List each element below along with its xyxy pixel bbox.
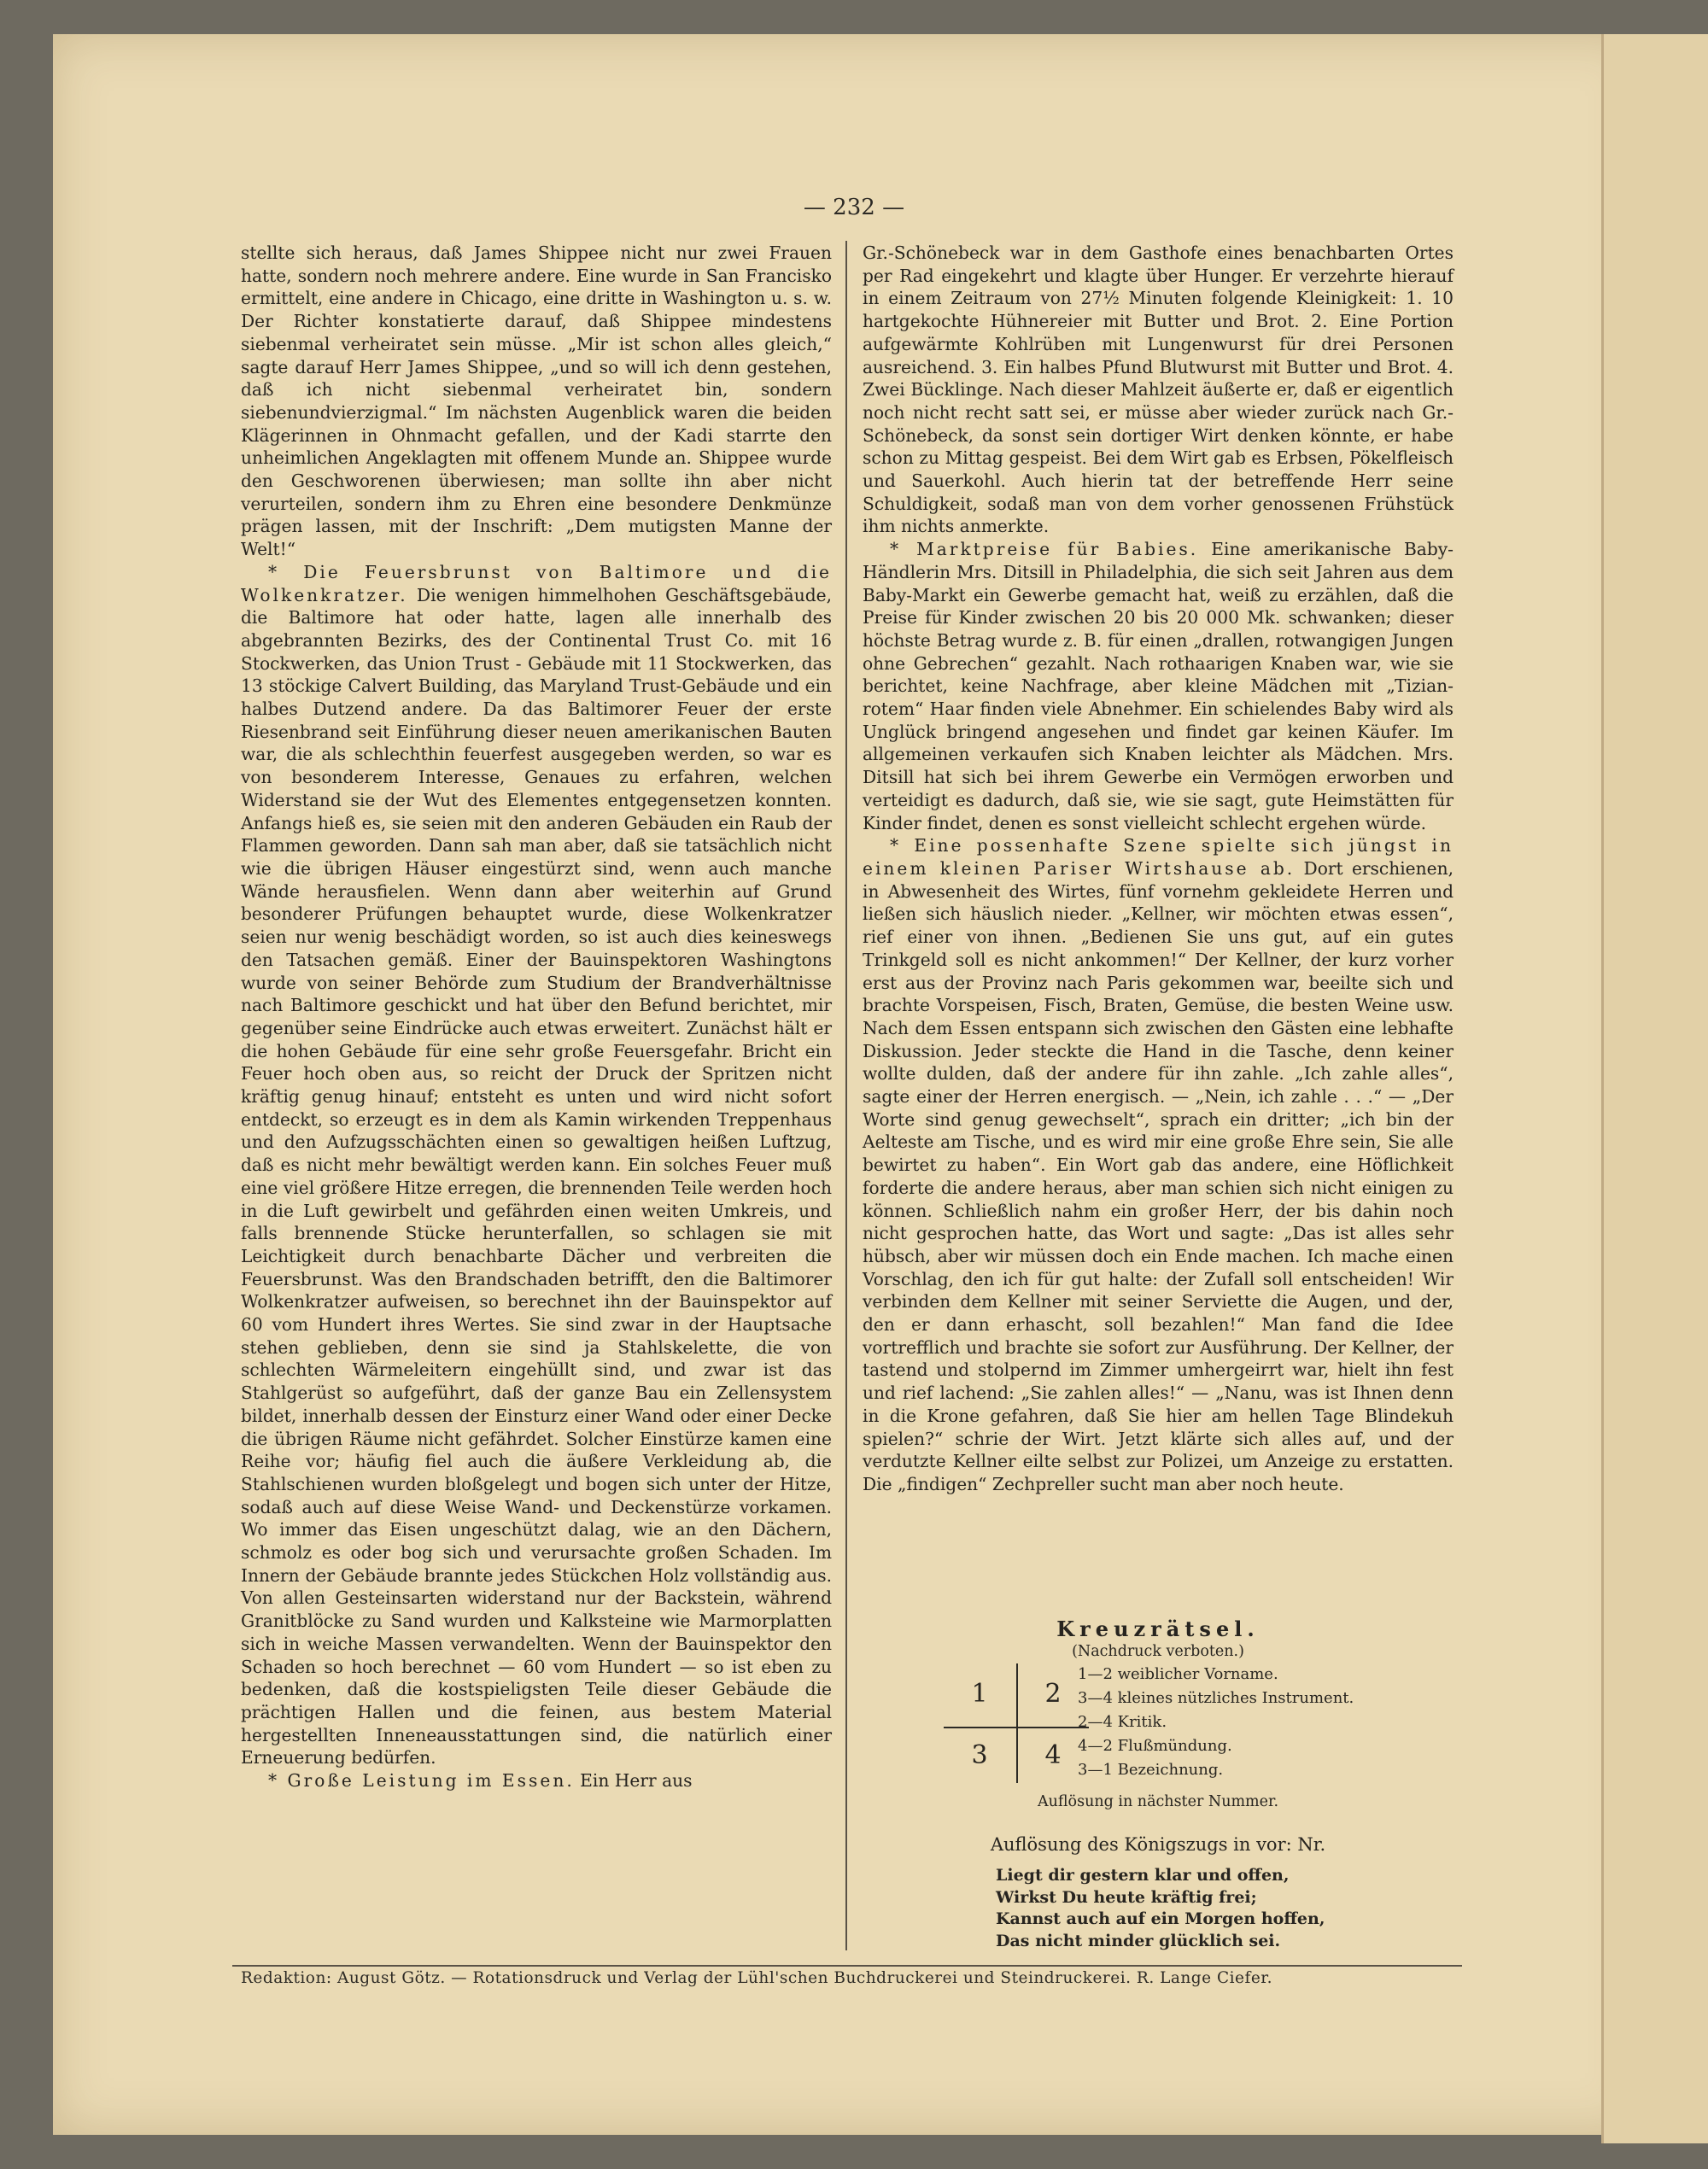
article-paragraph	[863, 538, 1454, 834]
article-continuation	[241, 242, 832, 561]
article-continuation	[863, 242, 1454, 538]
article-heading: * Marktpreise für Babies.	[890, 539, 1199, 560]
article-text: stellte sich heraus, daß James Shippee nicht nur zwei Frauen hatte, sondern noch mehrere andere. Eine wurde in San Francisko ermittelt, eine andere in Chicago, eine dritte in Washington u. s. w. Der Richter konstatierte darauf, daß Shippee mindestens siebenmal verheiratet sein müsse. „Mir ist schon alles gleich,“ sagte darauf Herr James Shippee, „und so will ich denn gestehen, daß ich nicht siebenmal verheiratet bin, sondern siebenundvierzigmal.“ Im nächsten Augenblick waren die beiden Klägerinnen in Ohnmacht gefallen, und der Kadi starrte den unheimlichen Angeklagten mit offenem Munde an. Shippee wurde den Geschworenen überwiesen; man sollte ihn aber nicht verurteilen, sondern ihm zu Ehren eine besondere Denkmünze prägen lassen, mit der Inschrift: „Dem mutigsten Manne der Welt!“	[241, 243, 832, 560]
article-text: Eine amerikanische Baby-Händlerin Mrs. Ditsill in Philadelphia, die sich seit Jahren aus dem Baby-Markt ein Gewerbe gemacht hat, weiß zu erzählen, daß die Preise für Kinder zwischen 20 bis 20 000 Mk. schwanken; dieser höchste Betrag wurde z. B. für einen „drallen, rotwangigen Jungen ohne Gebrechen“ gezahlt. Nach rothaarigen Knaben war, wie sie berichtet, keine Nachfrage, aber kleine Mädchen mit „Tizian-rotem“ Haar finden viele Abnehmer. Ein schielendes Baby wird als Unglück bringend angesehen und findet gar keinen Käufer. Im allgemeinen verkaufen sich Knaben leichter als Mädchen. Mrs. Ditsill hat sich bei ihrem Gewerbe ein Vermögen erworben und verteidigt es dadurch, daß sie, wie sie sagt, gute Heimstätten für Kinder findet, denen es sonst vielleicht schlecht ergehen würde.	[863, 539, 1454, 833]
grid-cell-2: 2	[1044, 1679, 1062, 1709]
article-text: Dort erschienen, in Abwesenheit des Wirtes, fünf vornehm gekleidete Herren und ließen sich häuslich nieder. „Kellner, wir möchten etwas essen“, rief einer von ihnen. „Bedienen Sie uns gut, auf ein gutes Trinkgeld soll es nicht ankommen!“ Der Kellner, der kurz vorher erst aus der Provinz nach Paris gekommen war, beeilte sich und brachte Vorspeisen, Fisch, Braten, Gemüse, die besten Weine usw. Nach dem Essen entspann sich zwischen den Gästen eine lebhafte Diskussion. Jeder steckte die Hand in die Tasche, denn keiner wollte dulden, daß der andere für ihn zahle. „Ich zahle alles“, sagte einer der Herren energisch. — „Nein, ich zahle . . .“ — „Der Worte sind genug gewechselt“, sprach ein dritter; „ich bin der Aelteste am Tische, und es wird mir eine große Ehre sein, Sie alle bewirtet zu haben“. Ein Wort gab das andere, eine Höflichkeit forderte die andere heraus, aber man schien sich nicht einigen zu können. Schließlich nahm ein großer Herr, der bis dahin noch nicht gesprochen hatte, das Wort und sagte: „Das ist alles sehr hübsch, aber wir müssen doch ein Ende machen. Ich mache einen Vorschlag, den ich für gut halte: der Zufall soll entscheiden! Wir verbinden dem Kellner mit seiner Serviette die Augen, und der, den er dann erhascht, soll bezahlen!“ Man fand die Idee vortrefflich und brachte sie sofort zur Ausführung. Der Kellner, der tastend und stolpernd im Zimmer umhergeirrt war, hielt ihn fest und rief lachend: „Sie zahlen alles!“ — „Nanu, was ist Ihnen denn in die Krone gefahren, daß Sie hier am hellen Tage Blindekuh spielen?“ schrie der Wirt. Jetzt klärte sich alles auf, und der verdutzte Kellner eilte selbst zur Polizei, um Anzeige zu erstatten. Die „findigen“ Zechpreller sucht man aber noch heute.	[863, 857, 1454, 1494]
article-paragraph	[241, 1769, 832, 1792]
clue: 4—2 Flußmündung.	[1078, 1737, 1232, 1755]
article-text: Gr.-Schönebeck war in dem Gasthofe eines benachbarten Ortes per Rad eingekehrt und klagte über Hunger. Er verzehrte hierauf in einem Zeitraum von 27½ Minuten folgende Kleinigkeit: 1. 10 hartgekochte Hühnereier mit Butter und Brot. 2. Eine Portion aufgewärmte Kohlrüben mit Lungenwurst für drei Personen ausreichend. 3. Ein halbes Pfund Blutwurst mit Butter und Brot. 4. Zwei Bücklinge. Nach dieser Mahlzeit äußerte er, daß er eigentlich noch nicht recht satt sei, er müsse aber wieder zurück nach Gr.-Schönebeck, da sonst sein dortiger Wirt denken könnte, er habe schon zu Mittag gespeist. Bei dem Wirt gab es Erbsen, Pökelfleisch und Sauerkohl. Auch hierin tat der betreffende Herr seine Schuldigkeit, sodaß man von dem vorher genossenen Frühstück ihm nichts anmerkte.	[863, 243, 1454, 537]
crossword-note: (Nachdruck verboten.)	[1072, 1643, 1244, 1660]
article-paragraph	[863, 834, 1454, 1495]
article-text: Ein Herr aus	[574, 1770, 693, 1792]
right-column	[863, 242, 1454, 1496]
crossword-clues	[1078, 1663, 1454, 1782]
crossword-solution-note: Auflösung in nächster Nummer.	[1037, 1793, 1279, 1810]
column-divider	[845, 241, 847, 1950]
koenigszug-verse	[996, 1865, 1440, 1952]
imprint-footer: Redaktion: August Götz. — Rotationsdruck und Verlag der Lühl'schen Buchdruckerei und Steindruckerei. R. Lange Ciefer.	[241, 1969, 1272, 1987]
verse-line: Liegt dir gestern klar und offen,	[996, 1866, 1290, 1885]
page-number: — 232 —	[803, 195, 905, 220]
adjacent-page-edge	[1601, 34, 1708, 2143]
clue: 3—1 Bezeichnung.	[1078, 1761, 1224, 1779]
clue: 1—2 weiblicher Vorname.	[1078, 1665, 1278, 1683]
verse-line: Wirkst Du heute kräftig frei;	[996, 1887, 1257, 1907]
verse-line: Kannst auch auf ein Morgen hoffen,	[996, 1909, 1325, 1928]
left-column	[241, 242, 832, 1792]
article-paragraph	[241, 561, 832, 1769]
footer-rule	[232, 1965, 1462, 1967]
article-heading: * Eine possenhafte Szene spielte sich jüngst in einem kleinen Pariser Wirtshause ab.	[863, 835, 1454, 879]
grid-horizontal-line	[944, 1727, 1089, 1728]
crossword-grid	[944, 1663, 1089, 1783]
grid-vertical-line	[1016, 1663, 1018, 1783]
crossword-title: Kreuzrätsel.	[1056, 1617, 1260, 1641]
article-heading: * Die Feuersbrunst von Baltimore und die Wolkenkratzer.	[241, 561, 832, 605]
clue: 2—4 Kritik.	[1078, 1713, 1167, 1731]
article-heading: * Große Leistung im Essen.	[268, 1770, 575, 1792]
grid-cell-4: 4	[1044, 1740, 1062, 1770]
article-text: Die wenigen himmelhohen Geschäftsgebäude, die Baltimore hat oder hatte, lagen alle innerhalb des abgebrannten Bezirks, des der Continental Trust Co. mit 16 Stockwerken, das Union Trust - Gebäude mit 11 Stockwerken, das 13 stöckige Calvert Building, das Maryland Trust-Gebäude und ein halbes Dutzend andere. Da das Baltimorer Feuer der erste Riesenbrand seit Einführung dieser neuen amerikanischen Bauten war, die als schlechthin feuerfest ausgegeben werden, so war es von besonderem Interesse, Genaues zu erfahren, welchen Widerstand sie der Wut des Elementes entgegensetzen konnten. Anfangs hieß es, sie seien mit den anderen Gebäuden ein Raub der Flammen geworden. Dann sah man aber, daß sie tatsächlich nicht wie die übrigen Häuser eingestürzt sind, wenn auch manche Wände herausfielen. Wenn dann aber weiterhin auf Grund besonderer Prüfungen behauptet wurde, diese Wolkenkratzer seien nur wenig beschädigt worden, so ist auch dies keineswegs den Tatsachen gemäß. Einer der Bauinspektoren Washingtons wurde von seiner Behörde zum Studium der Brandverhältnisse nach Baltimore geschickt und hat über den Befund berichtet, mir gegenüber seine Eindrücke auch etwas erweitert. Zunächst hält er die hohen Gebäude für eine sehr große Feuersgefahr. Bricht ein Feuer hoch oben aus, so reicht der Druck der Spritzen nicht kräftig genug hinauf; entsteht es unten und wird nicht sofort entdeckt, so erzeugt es in dem als Kamin wirkenden Treppenhaus und den Aufzugsschächten einen so gewaltigen heißen Luftzug, daß es nicht mehr bewältigt werden kann. Ein solches Feuer muß eine viel größere Hitze erregen, die brennenden Teile werden hoch in die Luft gewirbelt und gefährden einen weiten Umkreis, und falls brennende Stücke herunterfallen, so schlagen sie mit Leichtigkeit durch benachbarte Dächer und verbreiten die Feuersbrunst. Was den Brandschaden betrifft, den die Baltimorer Wolkenkratzer aufweisen, so berechnet ihn der Bauinspektor auf 60 vom Hundert ihres Wertes. Sie sind zwar in der Hauptsache stehen geblieben, denn sie sind ja Stahlskelette, die von schlechten Wärmeleitern eingehüllt sind, und zwar ist das Stahlgerüst so aufgeführt, daß der ganze Bau ein Zellensystem bildet, innerhalb dessen der Einsturz einer Wand oder einer Decke die übrigen Räume nicht gefährdet. Solcher Einstürze kamen eine Reihe vor; häufig fiel auch die äußere Verkleidung ab, die Stahlschienen wurden bloßgelegt und bogen sich unter der Hitze, sodaß auch auf diese Weise Wand- und Deckenstürze vorkamen. Wo immer das Eisen ungeschützt dalag, wie an den Dächern, schmolz es oder bog sich und verursachte großen Schaden. Im Innern der Gebäude brannte jedes Stückchen Holz vollständig aus. Von allen Gesteinsarten widerstand nur der Backstein, während Granitblöcke zu Sand wurden und Kalksteine wie Marmorplatten sich in weiche Massen verwandelten. Wenn der Bauinspektor den Schaden so hoch berechnet — 60 vom Hundert — so ist eben zu bedenken, daß die kostspieligsten Teile dieser Gebäude die prächtigen Hallen und die feinen, aus bestem Material hergestellten Inneneausstattungen sind, die natürlich einer Erneuerung bedürfen.	[241, 584, 832, 1769]
grid-cell-3: 3	[971, 1740, 988, 1770]
verse-line: Das nicht minder glücklich sei.	[996, 1931, 1281, 1950]
koenigszug-heading: Auflösung des Königszugs in vor: Nr.	[990, 1834, 1326, 1855]
clue: 3—4 kleines nützliches Instrument.	[1078, 1689, 1354, 1707]
grid-cell-1: 1	[971, 1679, 988, 1709]
